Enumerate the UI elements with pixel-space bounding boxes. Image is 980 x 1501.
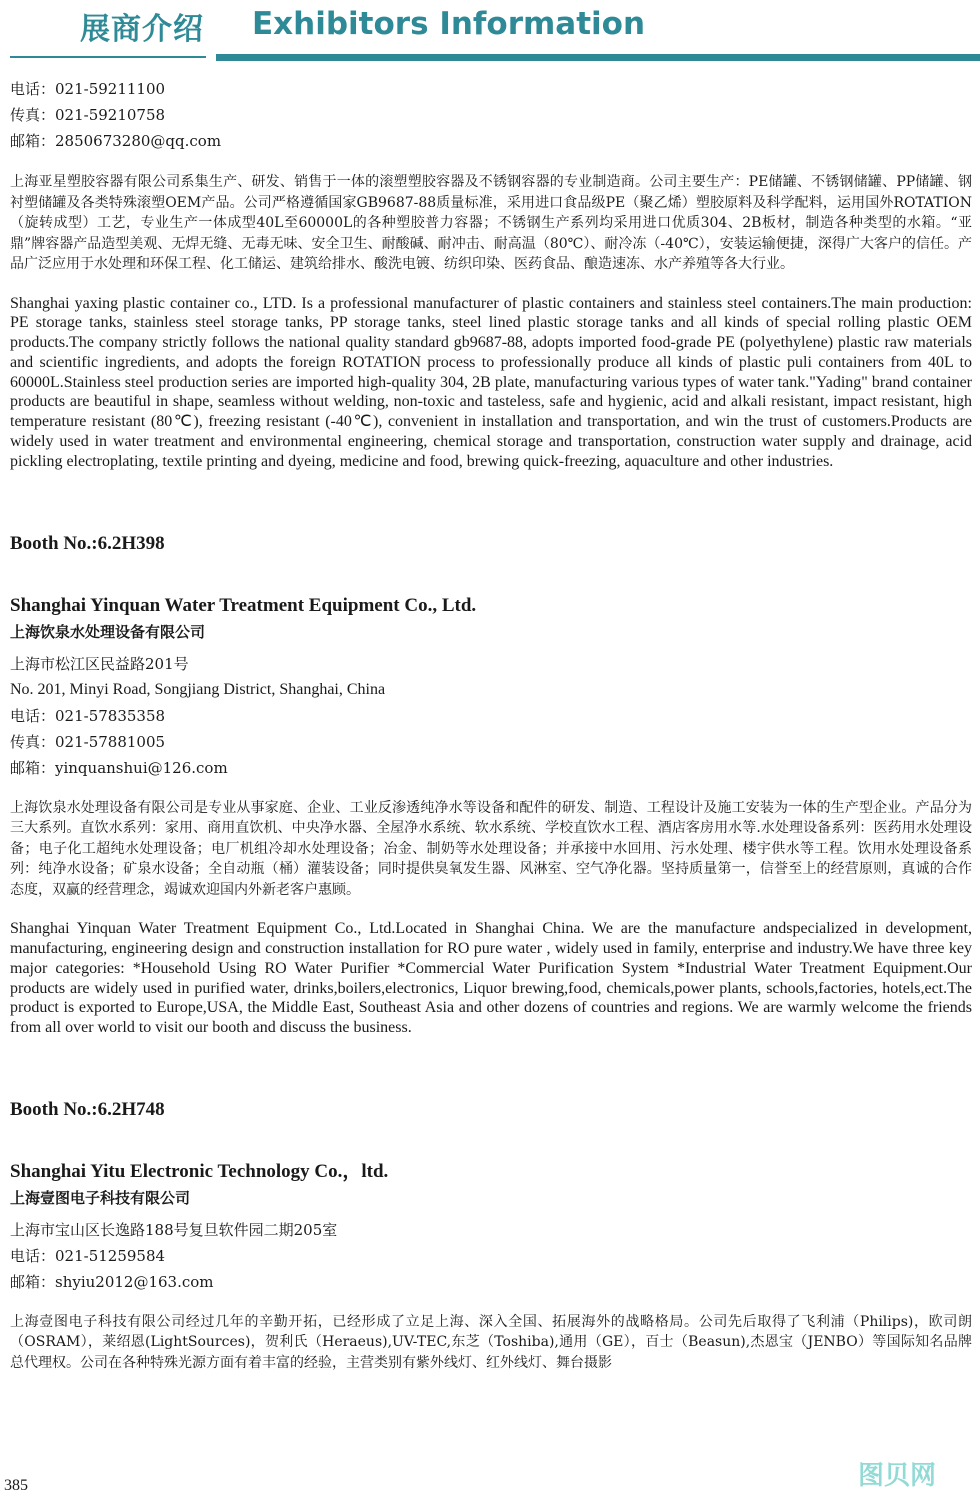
- yinquan-address-en: No. 201, Minyi Road, Songjiang District, Shanghai, China: [10, 680, 386, 698]
- yitu-intro-cn: 上海壹图电子科技有限公司经过几年的辛勤开拓，已经形成了立足上海、深入全国、拓展海外的战略格局。公司先后取得了飞利浦（Philips)，欧司朗（OSRAM），莱绍恩(LightSources)，贺利氏（Heraeus),UV-TEC,东芝（Toshiba),通用（GE），百士（Beasun),杰恩宝（JENBO）等国际知名品牌总代理权。公司在各种特殊光源方面有着丰富的经验，主营类别有紫外线灯、红外线灯、舞台摄影: [10, 1313, 972, 1371]
- yaxing-intro-cn: 上海亚星塑胶容器有限公司系集生产、研发、销售于一体的滚塑塑胶容器及不锈钢容器的专业制造商。公司主要生产：PE储罐、不锈钢储罐、PP储罐、钢衬塑储罐及各类特殊滚塑OEM产品。公司严格遵循国家GB9687-88质量标准，采用进口食品级PE（聚乙烯）塑胶原料及科学配料，运用国外ROTATION（旋转成型）工艺，专业生产一体成型40L至60000L的各种塑胶普力容器；不锈钢生产系列均采用进口优质304、2B板材，制造各种类型的水箱。“亚鼎”牌容器产品造型美观、无焊无缝、无毒无味、安全卫生、耐酸碱、耐冲击、耐高温（80℃）、耐冷冻（-40℃），安装运输便捷，深得广大客户的信任。产品广泛应用于水处理和环保工程、化工储运、建筑给排水、酸洗电镀、纺织印染、医药食品、酿造速冻、水产养殖等各大行业。: [10, 174, 972, 272]
- watermark-logo: 图贝网: [858, 1461, 937, 1491]
- yaxing-fax: 传真：021-59210758: [10, 106, 166, 124]
- yitu-company-name-cn: 上海壹图电子科技有限公司: [10, 1188, 191, 1207]
- header-rule-left: [10, 56, 206, 58]
- yaxing-email: 邮箱：2850673280@qq.com: [10, 132, 222, 150]
- yaxing-phone: 电话：021-59211100: [10, 80, 166, 98]
- yitu-booth-number: Booth No.:6.2H748: [10, 1098, 165, 1120]
- section-title-en: Exhibitors Information: [252, 6, 646, 42]
- page-number: 385: [4, 1477, 28, 1494]
- page-header: [0, 0, 980, 62]
- yitu-company-name-en: Shanghai Yitu Electronic Technology Co.，ltd.: [10, 1160, 389, 1182]
- yinquan-fax: 传真：021-57881005: [10, 732, 166, 751]
- yitu-phone: 电话：021-51259584: [10, 1246, 166, 1265]
- yinquan-intro-en: Shanghai Yinquan Water Treatment Equipment Co., Ltd.Located in Shanghai China. We are the manufacture andspecialized in development, manufacturing, engineering design and construction installation for RO pure water , widely used in family, enterprise and industry.We have three key major categories: *Household Using RO Water Purifier *Commercial Water Purification System *Industrial Water Treatment Equipment.Our products are widely used in purified water, drinks,boilers,electronics, Liquor brewing,food, chemicals,power plants, schools,factories, hotels,ect.The product is exported to Europe,USA, the Middle East, Southeast Asia and other dozens of countries and regions. We are warmly welcome the friends from all over world to visit our booth and discuss the business.: [10, 920, 972, 1037]
- yinquan-booth-number: Booth No.:6.2H398: [10, 532, 165, 554]
- yinquan-email: 邮箱：yinquanshui@126.com: [10, 758, 228, 777]
- yinquan-company-name-cn: 上海饮泉水处理设备有限公司: [10, 622, 206, 641]
- yitu-address-cn: 上海市宝山区长逸路188号复旦软件园二期205室: [10, 1220, 338, 1239]
- yinquan-intro-cn: 上海饮泉水处理设备有限公司是专业从事家庭、企业、工业反渗透纯净水等设备和配件的研发、制造、工程设计及施工安装为一体的生产型企业。产品分为三大系列。直饮水系列：家用、商用直饮机、中央净水器、全屋净水系统、软水系统、学校直饮水工程、酒店客房用水等.水处理设备系列：医药用水处理设备；电子化工超纯水处理设备；电厂机组冷却水处理设备；冶金、制奶等水处理设备；并承接中水回用、污水处理、楼宇供水等工程。饮用水处理设备系列：纯净水设备；矿泉水设备；全自动瓶（桶）灌装设备；同时提供臭氧发生器、风淋室、空气净化器。坚持质量第一，信誉至上的经营原则，真诚的合作态度，双赢的经营理念，竭诚欢迎国内外新老客户惠顾。: [10, 799, 972, 898]
- yinquan-address-cn: 上海市松江区民益路201号: [10, 654, 189, 673]
- section-title-cn: 展商介绍: [80, 12, 204, 47]
- yaxing-intro-en: Shanghai yaxing plastic container co., LTD. Is a professional manufacturer of plastic containers and stainless steel containers.The main production: PE storage tanks, stainless steel storage tanks, PP storage tanks, steel lined plastic storage tanks and all kinds of special rolling plastic OEM products.The company strictly follows the national quality standard gb9687-88, adopts imported food-grade PE (polyethylene) plastic raw materials and scientific ingredients, and adopts the foreign ROTATION process to professionally produce all kinds of plastic puli containers from 40L to 60000L.Stainless steel production series are imported high-quality 304, 2B plate, manufacturing various types of water tank."Yading" brand container products are beautiful in shape, seamless without welding, non-toxic and tasteless, safe and hygienic, acid and alkali resistant, impact resistant, high temperature resistant (80℃), freezing resistant (-40℃), convenient in installation and transportation, and win the trust of customers.Products are widely used in water treatment and environmental engineering, chemical storage and transportation, construction water supply and drainage, acid pickling electroplating, textile printing and dyeing, medicine and food, brewing quick-freezing, aquaculture and other industries.: [10, 294, 972, 470]
- yinquan-phone: 电话：021-57835358: [10, 706, 166, 725]
- yinquan-company-name-en: Shanghai Yinquan Water Treatment Equipment Co., Ltd.: [10, 594, 477, 616]
- header-rule-right: [216, 54, 980, 61]
- page-content: [10, 76, 972, 1373]
- yitu-email: 邮箱：shyiu2012@163.com: [10, 1272, 214, 1291]
